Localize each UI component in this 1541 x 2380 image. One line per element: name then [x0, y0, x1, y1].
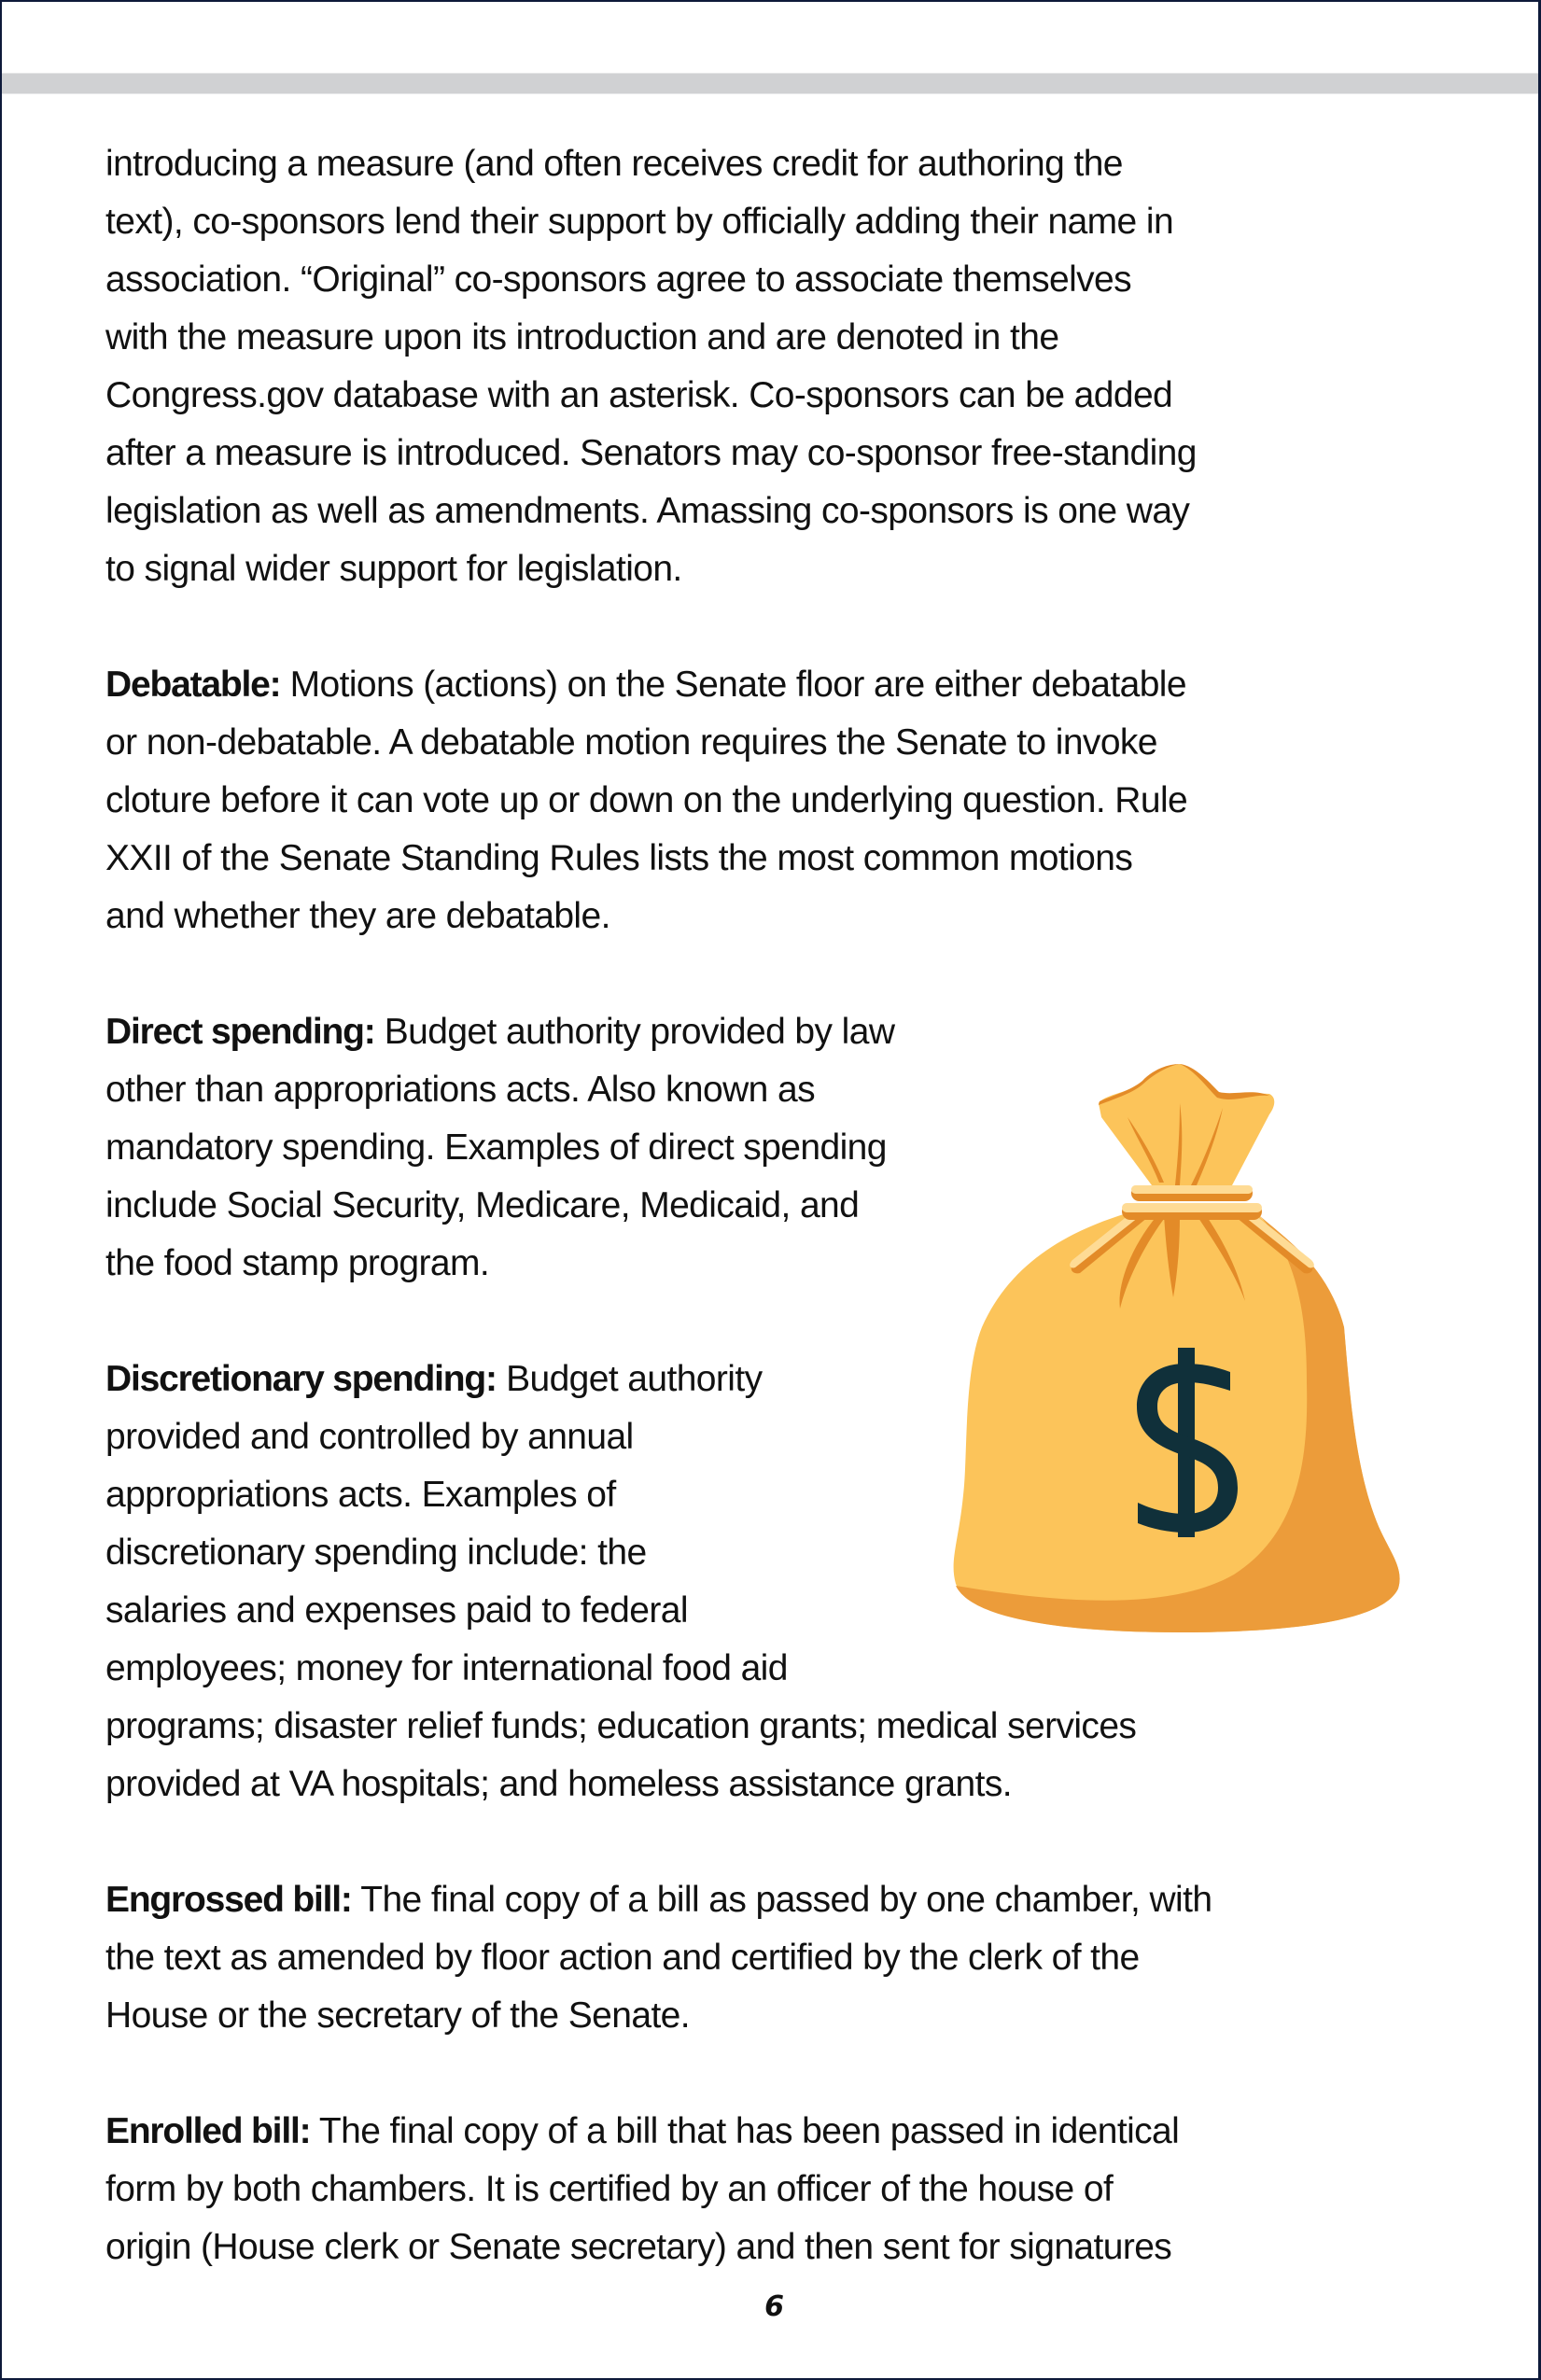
- glossary-entry-debatable: [105, 656, 1450, 945]
- text-line: [105, 656, 1450, 714]
- text-line: legislation as well as amendments. Amassing co-sponsors is one way: [105, 491, 1190, 531]
- text-line: origin (House clerk or Senate secretary) and then sent for signatures: [105, 2227, 1172, 2267]
- text-line: text), co-sponsors lend their support by officially adding their name in: [105, 202, 1174, 242]
- definition-text: Budget authority provided by law: [374, 1012, 895, 1052]
- text-line: programs; disaster relief funds; education grants; medical services: [105, 1706, 1137, 1746]
- text-line: House or the secretary of the Senate.: [105, 1995, 691, 2036]
- text-line: discretionary spending include: the: [105, 1533, 647, 1573]
- text-line: after a measure is introduced. Senators may co-sponsor free-standing: [105, 433, 1197, 473]
- glossary-term: Enrolled bill:: [105, 2111, 311, 2151]
- text-line: appropriations acts. Examples of: [105, 1475, 616, 1515]
- definition-text: The final copy of a bill as passed by one chamber, with: [351, 1880, 1212, 1920]
- text-line: [105, 2103, 1450, 2161]
- text-line: introducing a measure (and often receives credit for authoring the: [105, 144, 1123, 184]
- glossary-term: Engrossed bill:: [105, 1880, 352, 1920]
- glossary-term: Debatable:: [105, 665, 281, 705]
- text-line: Congress.gov database with an asterisk. Co-sponsors can be added: [105, 375, 1173, 415]
- header-bar: [2, 73, 1538, 94]
- text-line: include Social Security, Medicare, Medicaid, and: [105, 1185, 860, 1225]
- text-line: cloture before it can vote up or down on the underlying question. Rule: [105, 780, 1188, 820]
- glossary-term: Direct spending:: [105, 1012, 375, 1052]
- text-line: with the measure upon its introduction and are denoted in the: [105, 317, 1059, 357]
- text-line: provided and controlled by annual: [105, 1417, 634, 1457]
- text-line: association. “Original” co-sponsors agree to associate themselves: [105, 259, 1132, 300]
- text-line: other than appropriations acts. Also known as: [105, 1070, 815, 1110]
- text-line: the text as amended by floor action and certified by the clerk of the: [105, 1938, 1140, 1978]
- bag-neck: [1099, 1064, 1274, 1185]
- definition-text: Motions (actions) on the Senate floor are either debatable: [280, 665, 1186, 705]
- definition-text: Budget authority: [496, 1359, 763, 1399]
- text-line: to signal wider support for legislation.: [105, 549, 682, 589]
- text-line: [105, 1871, 1450, 1929]
- text-line: salaries and expenses paid to federal: [105, 1590, 688, 1631]
- page-number: 6: [764, 2290, 784, 2323]
- money-bag-icon: [935, 1047, 1439, 1645]
- glossary-entry-cosponsor-continued: [105, 135, 1450, 598]
- text-line: employees; money for international food aid: [105, 1648, 788, 1688]
- definition-text: The final copy of a bill that has been passed in identical: [310, 2111, 1180, 2151]
- text-line: provided at VA hospitals; and homeless assistance grants.: [105, 1764, 1012, 1804]
- glossary-entry-enrolled-bill: [105, 2103, 1450, 2276]
- text-line: form by both chambers. It is certified by an officer of the house of: [105, 2169, 1114, 2209]
- text-line: or non-debatable. A debatable motion requires the Senate to invoke: [105, 722, 1157, 763]
- text-line: XXII of the Senate Standing Rules lists the most common motions: [105, 838, 1133, 878]
- glossary-entry-engrossed-bill: [105, 1871, 1450, 2045]
- glossary-term: Discretionary spending:: [105, 1359, 497, 1399]
- text-line: and whether they are debatable.: [105, 896, 610, 936]
- text-line: the food stamp program.: [105, 1243, 490, 1283]
- text-line: mandatory spending. Examples of direct spending: [105, 1127, 887, 1168]
